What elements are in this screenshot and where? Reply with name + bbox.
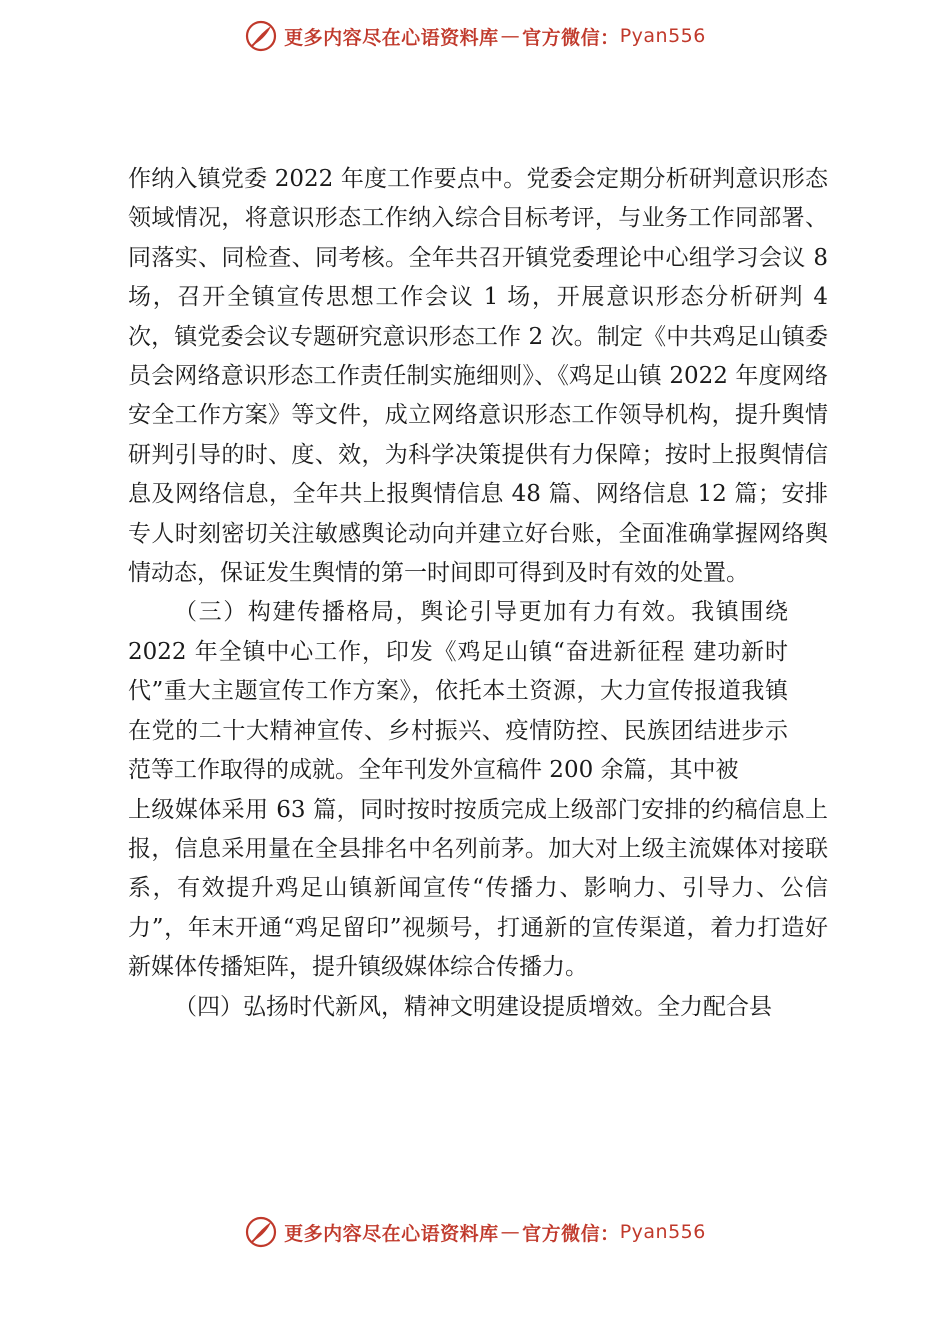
banner-wechat-id: Pyan556 (619, 1221, 706, 1243)
paragraph-civilization-heading: （四）弘扬时代新风，精神文明建设提质增效。全力配合县 (174, 993, 772, 1020)
banner-brand-text: 更多内容尽在心语资料库 (284, 26, 499, 49)
header-watermark-banner (0, 16, 950, 56)
footer-watermark-banner (0, 1212, 950, 1252)
banner-separator: — (500, 1221, 521, 1243)
banner-separator: — (500, 25, 521, 47)
banner-wechat-label: 官方微信： (522, 26, 620, 49)
quill-pen-logo-icon (244, 1215, 278, 1249)
paragraph-ideology-work: 作纳入镇党委 2022 年度工作要点中。党委会定期分析研判意识形态领域情况，将意识形态工作纳入综合目标考评，与业务工作同部署、同落实、同检查、同考核。全年共召开镇党委理论中心组学习会议 8 场，召开全镇宣传思想工作会议 1 场，开展意识形态分析研判 4 次，镇党委会议专题研究意识形态工作 2 次。制定《中共鸡足山镇委员会网络意识形态工作责任制实施细则》、《鸡足山镇 2022 年度网络安全工作方案》等文件，成立网络意识形态工作领导机构，提升舆情研判引导的时、度、效，为科学决策提供有力保障；按时上报舆情信息及网络信息，全年共上报舆情信息 48 篇、网络信息 12 篇；安排专人时刻密切关注敏感舆论动向并建立好台账，全面准确掌握网络舆情动态，保证发生舆情的第一时间即可得到及时有效的处置。 (128, 166, 828, 587)
paragraph-media-adoption: 上级媒体采用 63 篇，同时按时按质完成上级部门安排的约稿信息上报，信息采用量在全县排名中名列前茅。加大对上级主流媒体对接联系，有效提升鸡足山镇新闻宣传“传播力、影响力、引导力、公信力”，年末开通“鸡足留印”视频号，打通新的宣传渠道，着力打造好新媒体传播矩阵，提升镇级媒体综合传播力。 (128, 796, 828, 981)
paragraph-communication-pattern: （三）构建传播格局，舆论引导更加有力有效。我镇围绕 2022 年全镇中心工作，印发《鸡足山镇“奋进新征程 建功新时代”重大主题宣传工作方案》，依托本土资源，大力宣传报道我镇在党的二十大精神宣传、乡村振兴、疫情防控、民族团结进步示范等工作取得的成就。全年刊发外宣稿件 200 余篇，其中被 (128, 599, 788, 784)
banner-wechat-label: 官方微信： (522, 1222, 620, 1245)
banner-brand-text: 更多内容尽在心语资料库 (284, 1222, 499, 1245)
quill-pen-logo-icon (244, 19, 278, 53)
document-body (128, 160, 828, 1027)
banner-wechat-id: Pyan556 (619, 25, 706, 47)
